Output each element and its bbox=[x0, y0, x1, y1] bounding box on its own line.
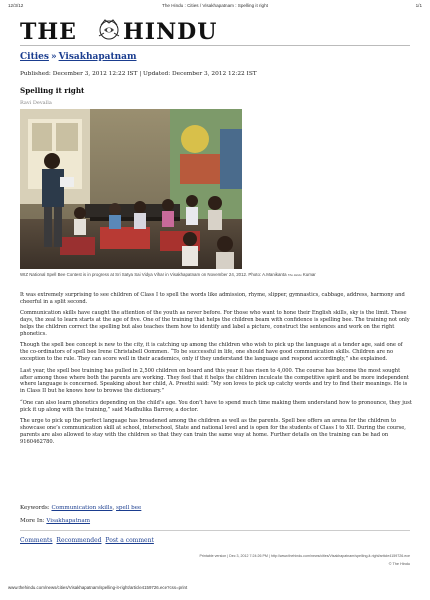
breadcrumb-cities-link[interactable]: Cities bbox=[20, 52, 49, 62]
paragraph: Though the spell bee concept is new to the city, it is catching up among the children who wish to pick up the language at a tender age, said one of the co-ordinators of spell bee Irene Christabell Oommen. “To be successful in life, one should have good communication skills. Children are no exception to the rule. They can score well in their academics, only if they understand the language and respond accordingly,” she explained. bbox=[20, 342, 403, 363]
paragraph: The urge to pick up the perfect language has broadened among the children as well as the parents. Spell bee offers an arena for the children to showcase one’s communication skill at school, interschool, State and national level and is open for the students of Class I to XII. During the course, parents are also allowed to stay with the children so that they can train the same way at home. Further details on the training can be had on 9160462780. bbox=[20, 418, 406, 445]
breadcrumb-separator: » bbox=[50, 52, 57, 62]
caption-text: WIZ National Spell Bee Contest is in progress at Sri Satya Sai Vidya Vihar in Visakhapatnam on November 24, 2012. Photo: A.Manikanta bbox=[20, 272, 287, 277]
photo-caption bbox=[20, 272, 410, 278]
keyword-link[interactable]: Communication skills bbox=[51, 505, 113, 511]
breadcrumb-city-link[interactable]: Visakhapatnam bbox=[58, 52, 137, 62]
post-comment-link[interactable]: Post a comment bbox=[105, 537, 154, 544]
print-page-number: 1/1 bbox=[415, 3, 422, 8]
breadcrumb bbox=[20, 52, 137, 62]
keywords bbox=[20, 505, 141, 511]
caption-credit-tag: The Hindu bbox=[287, 273, 302, 277]
article-body bbox=[20, 292, 412, 450]
recommended-link[interactable]: Recommended bbox=[56, 537, 102, 544]
footer-url: www.thehindu.com/news/cities/Visakhapatnam/spelling-it-right/article4159726.ece?css=print bbox=[8, 585, 188, 590]
publish-info: Published: December 3, 2012 12:22 IST | Updated: December 3, 2012 12:22 IST bbox=[20, 71, 257, 77]
more-in-label: More In: bbox=[20, 518, 45, 524]
article-headline: Spelling it right bbox=[20, 86, 85, 95]
emblem-icon bbox=[96, 16, 122, 42]
masthead-the: THE bbox=[20, 19, 77, 45]
print-date: 12/3/12 bbox=[8, 3, 24, 8]
more-in-link[interactable]: Visakhapatnam bbox=[46, 518, 91, 524]
print-page-title: The Hindu : Cities / Visakhapatnam : Spelling it right bbox=[162, 3, 268, 8]
paragraph: It was extremely surprising to see children of Class I to spell the words like admission, rhyme, slipper, gymnastics, cabbage, address, harmony and cheerful in a split second. bbox=[20, 292, 405, 305]
comments-link[interactable]: Comments bbox=[20, 537, 53, 544]
article-photo bbox=[20, 109, 242, 269]
paragraph: Communication skills have caught the attention of the youth as never before. For those who want to hone their English skills, sky is the limit. These days, the zeal to learn starts at the age of five. One of the training that helps the children beam with confidence is spelling bee. The training not only helps the children correct the spelling but also teaches them how to identify and label a picture, construct the sentences and work on the right phonetics. bbox=[20, 310, 410, 338]
caption-credit-name: Kumar bbox=[302, 272, 316, 277]
classroom-photo bbox=[20, 109, 242, 269]
keywords-label: Keywords: bbox=[20, 505, 50, 511]
copyright: © The Hindu bbox=[388, 562, 410, 566]
comment-links bbox=[20, 537, 156, 544]
masthead-logo[interactable] bbox=[20, 15, 410, 45]
footer-rule bbox=[20, 530, 410, 531]
print-header bbox=[8, 3, 422, 11]
paragraph: “One can also learn phonetics depending on the child’s age. You don’t have to spend much time making them understand how to pronounce, they just pick it up along with the training,” said Madhulika Barrow, a doctor. bbox=[20, 399, 412, 413]
keyword-separator: , bbox=[112, 505, 117, 511]
masthead-rule bbox=[20, 45, 410, 46]
printable-version: Printable version | Dec 3, 2012 7:24:26 PM | http://www.thehindu.com/news/cities/Visakhapatnam/spelling-it-right/article4159726.ece bbox=[199, 554, 410, 558]
paragraph: Last year, the spell bee training has pulled in 2,500 children on board and this year it has risen to 4,000. The course has become the most sought after among those where both the parents are working. They feel that it helps the children inculcate the competitive spirit and be more independent where language is concerned. Speaking about her child, A. Preethi said: “My son loves to pick up catchy words and try to find their meanings. He is in Class II but he knows how to browse the dictionary.” bbox=[20, 367, 409, 395]
more-in bbox=[20, 518, 90, 524]
keyword-link[interactable]: spell bee bbox=[116, 505, 142, 511]
masthead-hindu: HINDU bbox=[123, 19, 218, 45]
byline: Ravi Devalla bbox=[20, 100, 52, 106]
